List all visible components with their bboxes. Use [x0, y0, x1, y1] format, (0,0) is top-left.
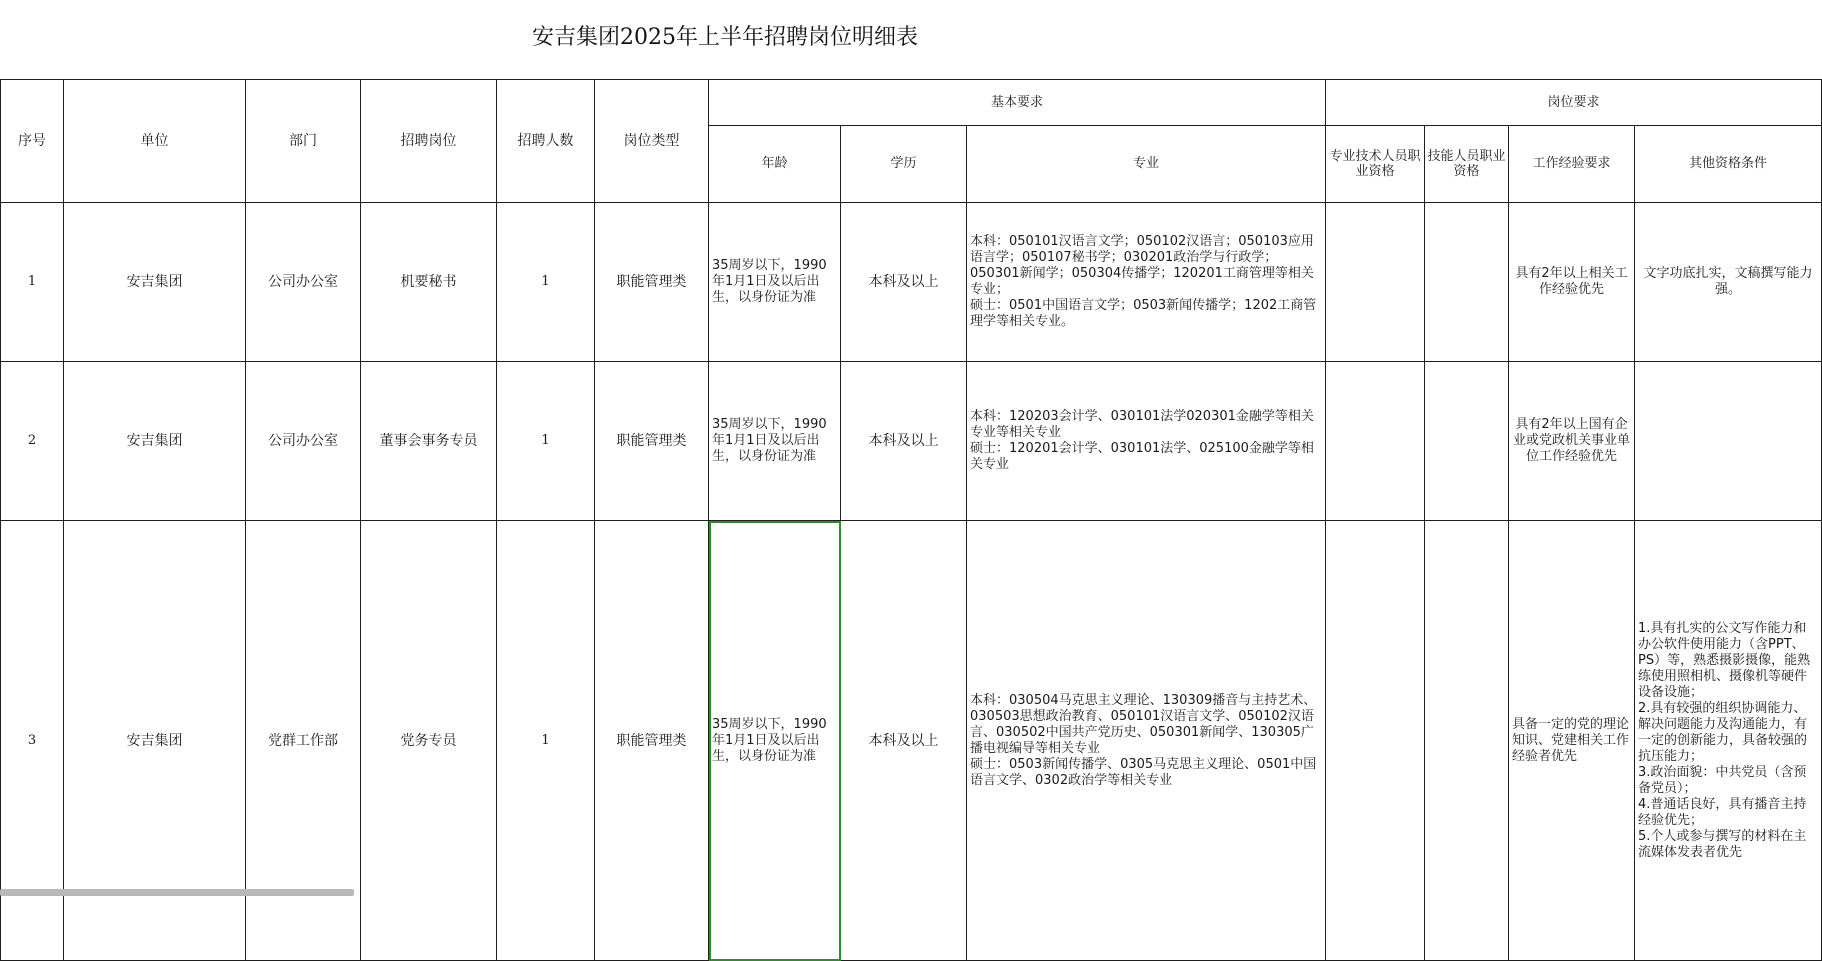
cell-type[interactable]: 职能管理类	[595, 362, 709, 521]
cell-tech-qualification[interactable]	[1326, 203, 1425, 362]
cell-major[interactable]: 本科：050101汉语言文学；050102汉语言；050103应用语言学；050107秘书学；030201政治学与行政学；050301新闻学；050304传播学；120201工商管理等相关专业； 硕士：0501中国语言文学；0503新闻传播学；1202工商管理学等相关专业。	[967, 203, 1326, 362]
cell-type[interactable]: 职能管理类	[595, 203, 709, 362]
cell-seq[interactable]: 2	[1, 362, 64, 521]
header-seq: 序号	[1, 80, 64, 203]
header-other: 其他资格条件	[1635, 126, 1822, 203]
header-skill-qualification: 技能人员职业资格	[1425, 126, 1509, 203]
header-count: 招聘人数	[497, 80, 595, 203]
cell-other[interactable]	[1635, 362, 1822, 521]
cell-skill-qualification[interactable]	[1425, 362, 1509, 521]
cell-major[interactable]: 本科：030504马克思主义理论、130309播音与主持艺术、030503思想政治教育、050101汉语言文学、050102汉语言、030502中国共产党历史、050301新闻学、130305广播电视编导等相关专业 硕士：0503新闻传播学、0305马克思主义理论、0501中国语言文学、0302政治学等相关专业	[967, 521, 1326, 961]
table-row	[1, 362, 1822, 521]
header-row-1	[1, 80, 1822, 126]
cell-age[interactable]: 35周岁以下，1990年1月1日及以后出生，以身份证为准	[709, 362, 841, 521]
cell-position[interactable]: 董事会事务专员	[361, 362, 497, 521]
cell-skill-qualification[interactable]	[1425, 521, 1509, 961]
header-education: 学历	[841, 126, 967, 203]
cell-count[interactable]: 1	[497, 203, 595, 362]
cell-major[interactable]: 本科：120203会计学、030101法学020301金融学等相关专业等相关专业 硕士：120201会计学、030101法学、025100金融学等相关专业	[967, 362, 1326, 521]
recruitment-table-wrapper	[0, 79, 1822, 961]
cell-count[interactable]: 1	[497, 362, 595, 521]
cell-dept[interactable]: 公司办公室	[246, 203, 361, 362]
cell-age-selected[interactable]: 35周岁以下，1990年1月1日及以后出生，以身份证为准	[709, 521, 841, 961]
header-position: 招聘岗位	[361, 80, 497, 203]
header-basic-requirements: 基本要求	[709, 80, 1326, 126]
cell-education[interactable]: 本科及以上	[841, 203, 967, 362]
cell-skill-qualification[interactable]	[1425, 203, 1509, 362]
cell-tech-qualification[interactable]	[1326, 521, 1425, 961]
header-major: 专业	[967, 126, 1326, 203]
table-row	[1, 203, 1822, 362]
header-dept: 部门	[246, 80, 361, 203]
cell-position[interactable]: 党务专员	[361, 521, 497, 961]
header-tech-qualification: 专业技术人员职业资格	[1326, 126, 1425, 203]
cell-tech-qualification[interactable]	[1326, 362, 1425, 521]
cell-position[interactable]: 机要秘书	[361, 203, 497, 362]
cell-age[interactable]: 35周岁以下，1990年1月1日及以后出生，以身份证为准	[709, 203, 841, 362]
cell-seq[interactable]: 3	[1, 521, 64, 961]
header-unit: 单位	[64, 80, 246, 203]
cell-seq[interactable]: 1	[1, 203, 64, 362]
cell-experience[interactable]: 具有2年以上相关工作经验优先	[1509, 203, 1635, 362]
header-experience: 工作经验要求	[1509, 126, 1635, 203]
cell-other[interactable]: 1.具有扎实的公文写作能力和办公软件使用能力（含PPT、PS）等，熟悉摄影摄像，能熟练使用照相机、摄像机等硬件设备设施； 2.具有较强的组织协调能力、解决问题能力及沟通能力，有一定的创新能力，具备较强的抗压能力； 3.政治面貌：中共党员（含预备党员）； 4.普通话良好，具有播音主持经验优先； 5.个人或参与撰写的材料在主流媒体发表者优先	[1635, 521, 1822, 961]
cell-unit[interactable]: 安吉集团	[64, 203, 246, 362]
horizontal-scrollbar-thumb[interactable]	[0, 889, 354, 896]
recruitment-table	[0, 79, 1822, 961]
header-type: 岗位类型	[595, 80, 709, 203]
cell-experience[interactable]: 具备一定的党的理论知识、党建相关工作经验者优先	[1509, 521, 1635, 961]
cell-education[interactable]: 本科及以上	[841, 362, 967, 521]
header-post-requirements: 岗位要求	[1326, 80, 1822, 126]
page-title: 安吉集团2025年上半年招聘岗位明细表	[532, 25, 918, 50]
cell-education[interactable]: 本科及以上	[841, 521, 967, 961]
header-age: 年龄	[709, 126, 841, 203]
cell-experience[interactable]: 具有2年以上国有企业或党政机关事业单位工作经验优先	[1509, 362, 1635, 521]
cell-count[interactable]: 1	[497, 521, 595, 961]
cell-unit[interactable]: 安吉集团	[64, 362, 246, 521]
cell-other[interactable]: 文字功底扎实，文稿撰写能力强。	[1635, 203, 1822, 362]
cell-dept[interactable]: 公司办公室	[246, 362, 361, 521]
cell-dept[interactable]: 党群工作部	[246, 521, 361, 961]
cell-type[interactable]: 职能管理类	[595, 521, 709, 961]
cell-unit[interactable]: 安吉集团	[64, 521, 246, 961]
